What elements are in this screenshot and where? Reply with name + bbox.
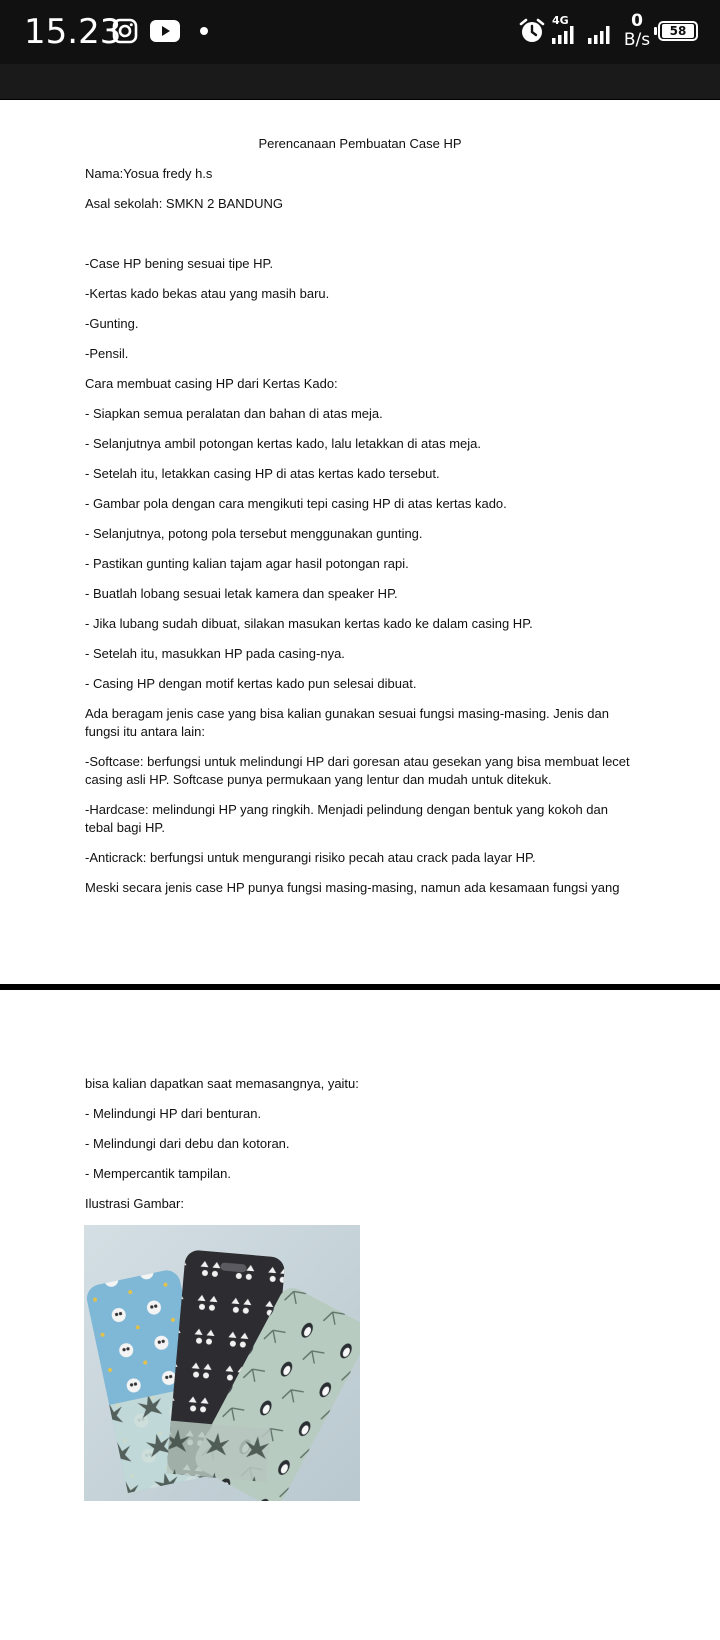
battery-tip <box>654 27 657 35</box>
list-item: -Case HP bening sesuai tipe HP. <box>85 256 274 271</box>
list-item: -Pensil. <box>85 346 129 361</box>
list-item: - Setelah itu, masukkan HP pada casing-nya. <box>85 646 345 661</box>
list-item: - Jika lubang sudah dibuat, silakan masukan kertas kado ke dalam casing HP. <box>85 616 533 631</box>
network-type-label: 4G <box>552 14 569 27</box>
continuation-text: bisa kalian dapatkan saat memasangnya, yaitu: <box>85 1076 359 1091</box>
list-item: - Casing HP dengan motif kertas kado pun selesai dibuat. <box>85 676 417 691</box>
list-item: -Softcase: berfungsi untuk melindungi HP dari goresan atau gesekan yang bisa membuat lecet casing asli HP. Softcase punya permukaan yang lentur dan mudah untuk ditekuk. <box>85 754 630 787</box>
network-speed-value: 0 <box>631 11 643 31</box>
list-item: -Hardcase: melindungi HP yang ringkih. Menjadi pelindung dengan bentuk yang kokoh dan tebal bagi HP. <box>85 802 608 835</box>
list-item: -Anticrack: berfungsi untuk mengurangi risiko pecah atau crack pada layar HP. <box>85 850 536 865</box>
phone-cases-image <box>84 1225 360 1501</box>
list-item: - Selanjutnya, potong pola tersebut menggunakan gunting. <box>85 526 423 541</box>
author-school: Asal sekolah: SMKN 2 BANDUNG <box>85 196 283 211</box>
list-item: - Mempercantik tampilan. <box>85 1166 231 1181</box>
list-item: - Melindungi dari debu dan kotoran. <box>85 1136 290 1151</box>
phone-cases-illustration <box>84 1225 360 1501</box>
network-speed-unit: B/s <box>623 30 651 50</box>
list-item: - Gambar pola dengan cara mengikuti tepi casing HP di atas kertas kado. <box>85 496 507 511</box>
list-item: - Buatlah lobang sesuai letak kamera dan speaker HP. <box>85 586 398 601</box>
list-item: - Siapkan semua peralatan dan bahan di atas meja. <box>85 406 383 421</box>
list-item: - Selanjutnya ambil potongan kertas kado, lalu letakkan di atas meja. <box>85 436 482 451</box>
battery-level: 58 <box>662 24 694 38</box>
author-name: Nama:Yosua fredy h.s <box>85 166 213 181</box>
list-item: - Melindungi HP dari benturan. <box>85 1106 262 1121</box>
case-types-intro: Ada beragam jenis case yang bisa kalian gunakan sesuai fungsi masing-masing. Jenis dan fungsi itu antara lain: <box>85 706 609 739</box>
document-title: Perencanaan Pembuatan Case HP <box>258 136 462 151</box>
battery-icon <box>658 21 698 41</box>
list-item: -Kertas kado bekas atau yang masih baru. <box>85 286 330 301</box>
closing-paragraph: Meski secara jenis case HP punya fungsi masing-masing, namun ada kesamaan fungsi yang <box>85 880 620 895</box>
illustration-heading: Ilustrasi Gambar: <box>85 1196 184 1211</box>
list-item: - Setelah itu, letakkan casing HP di atas kertas kado tersebut. <box>85 466 440 481</box>
list-item: - Pastikan gunting kalian tajam agar hasil potongan rapi. <box>85 556 409 571</box>
steps-heading: Cara membuat casing HP dari Kertas Kado: <box>85 376 338 391</box>
status-time: 15.23 <box>24 12 122 52</box>
list-item: -Gunting. <box>85 316 139 331</box>
